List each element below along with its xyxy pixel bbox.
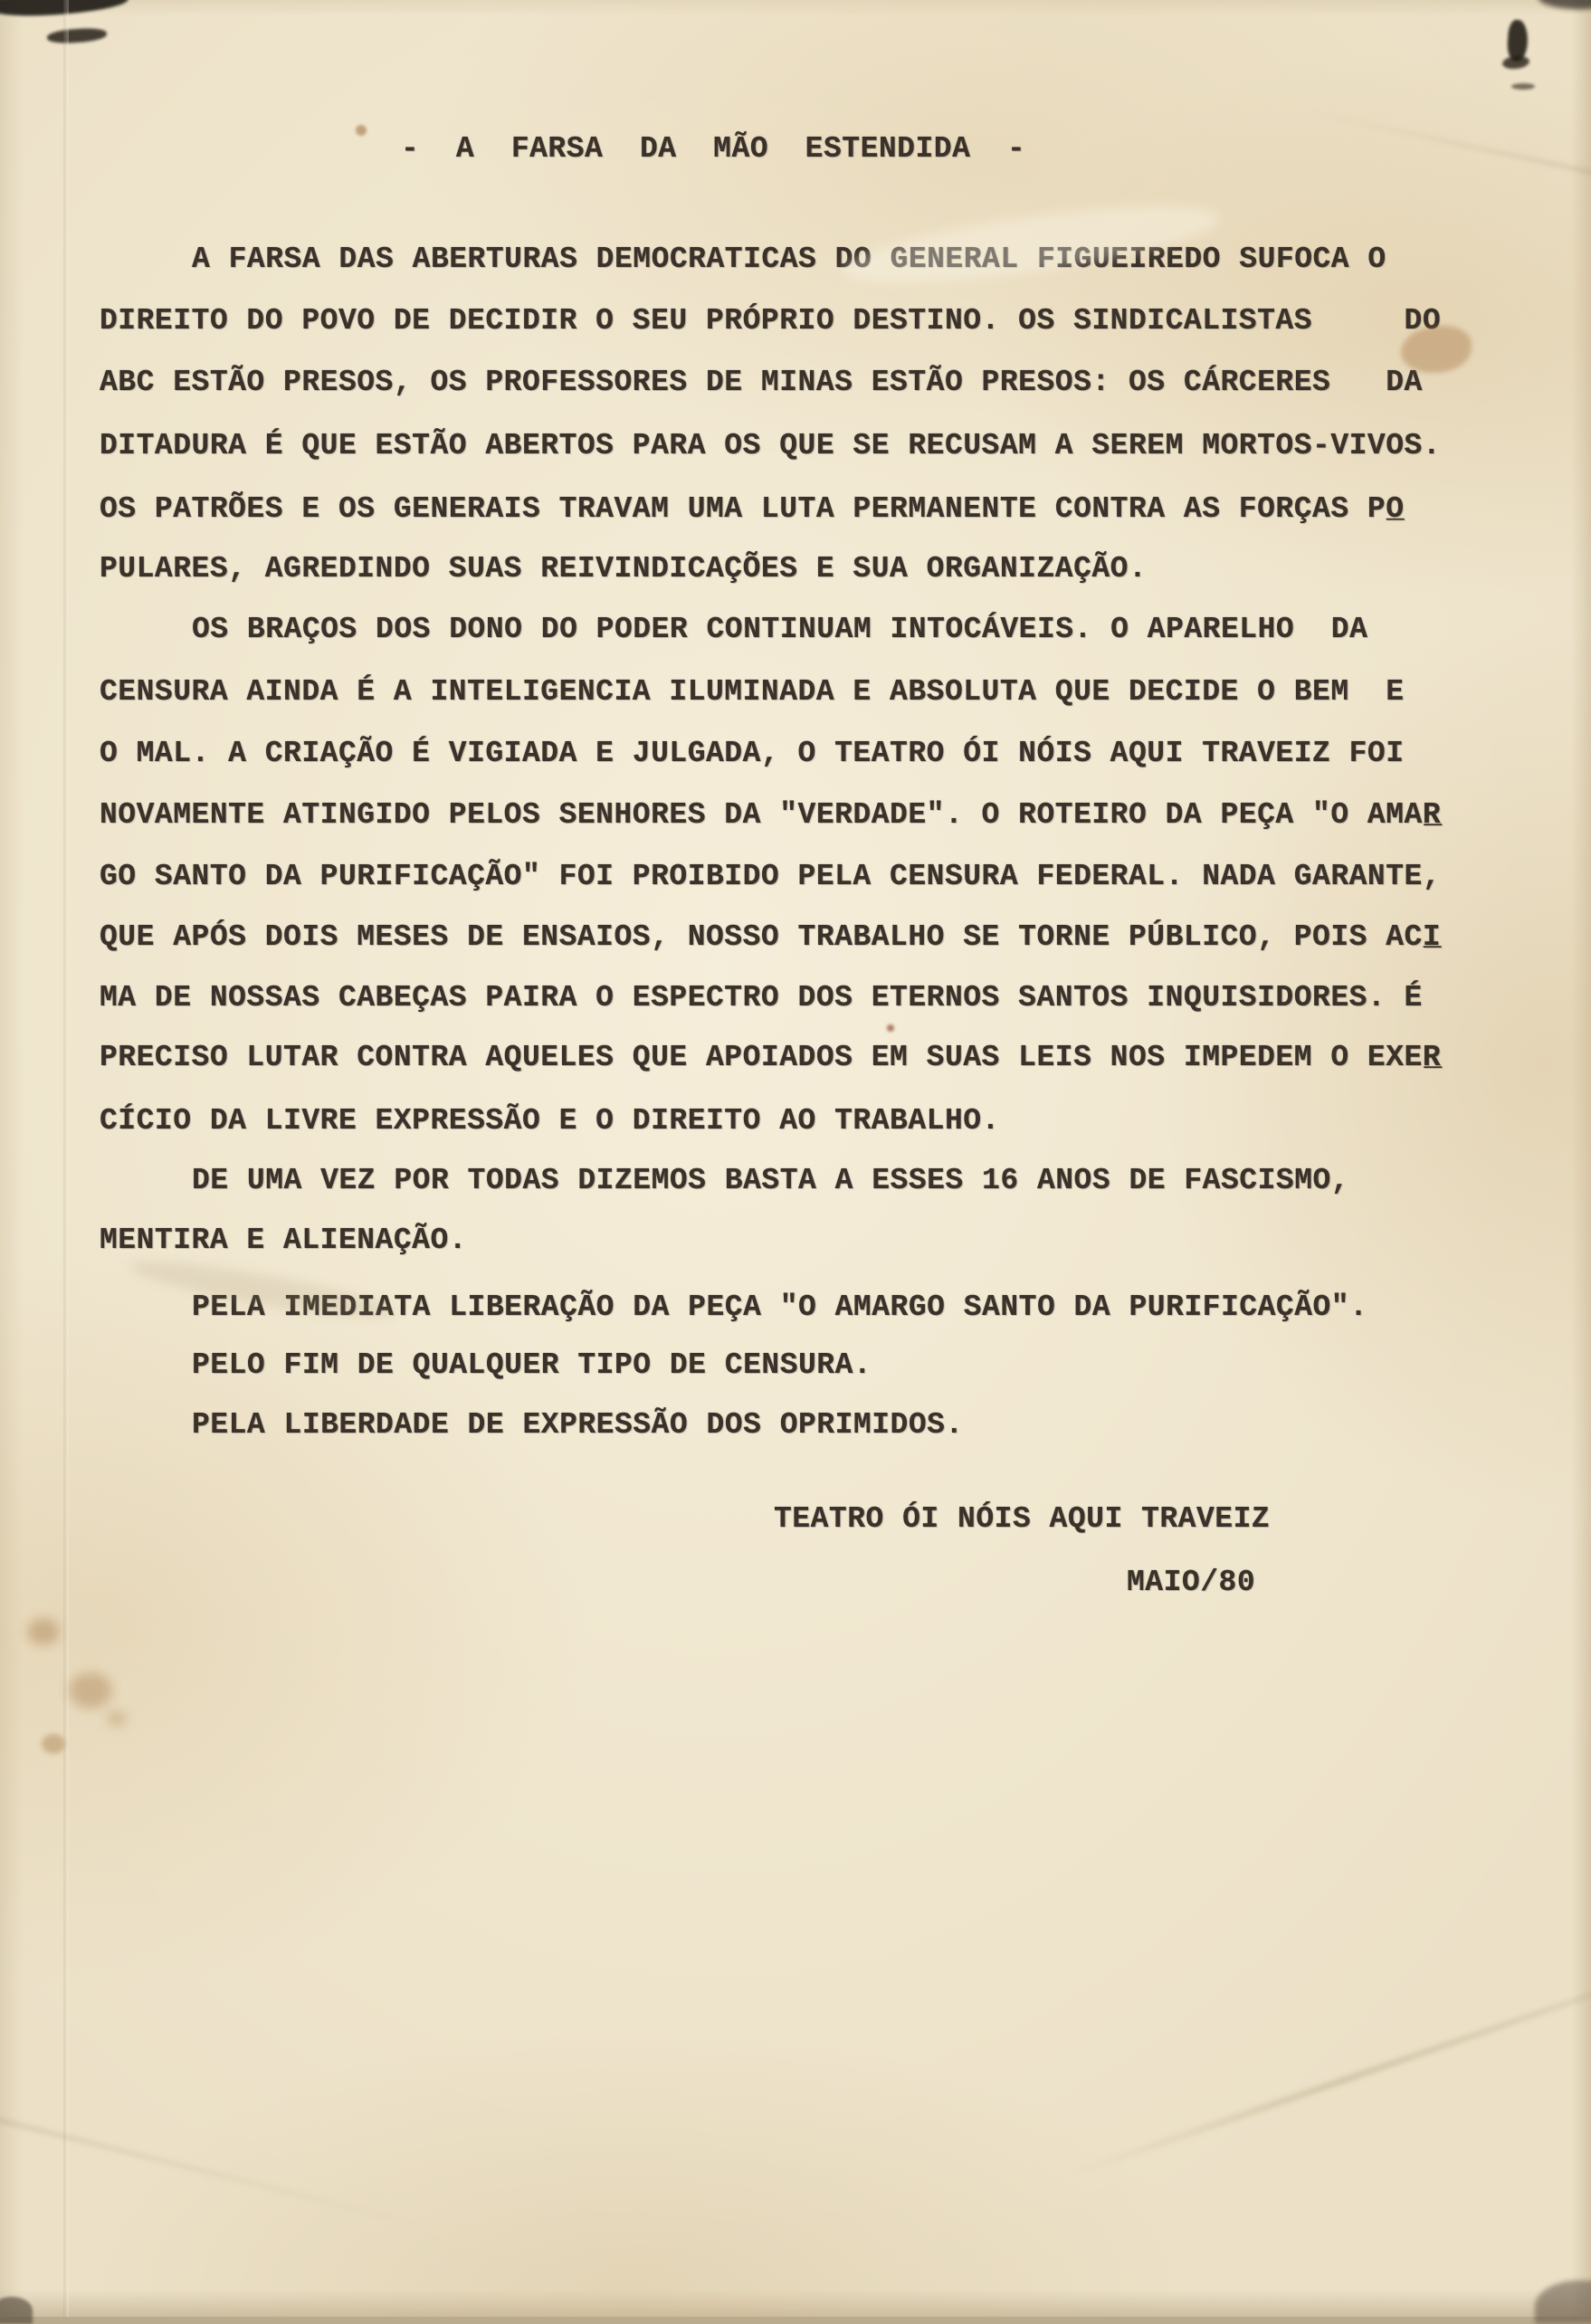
signature-line: TEATRO ÓI NÓIS AQUI TRAVEIZ bbox=[774, 1502, 1271, 1536]
typed-line: QUE APÓS DOIS MESES DE ENSAIOS, NOSSO TRABALHO SE TORNE PÚBLICO, POIS ACI̲ bbox=[100, 920, 1442, 954]
typed-line: CENSURA AINDA É A INTELIGENCIA ILUMINADA E ABSOLUTA QUE DECIDE O BEM E bbox=[100, 675, 1405, 709]
typed-line: PELA LIBERDADE DE EXPRESSÃO DOS OPRIMIDOS. bbox=[192, 1408, 964, 1442]
page-number-smudge-icon bbox=[1506, 19, 1529, 62]
typed-line: ABC ESTÃO PRESOS, OS PROFESSORES DE MINAS ESTÃO PRESOS: OS CÁRCERES DA bbox=[100, 366, 1423, 399]
foxing-spot-icon bbox=[27, 1618, 60, 1645]
corner-shadow-bottom-left-icon bbox=[0, 2297, 33, 2324]
stain-dot-top-icon bbox=[356, 125, 367, 136]
ink-smudge-top-left-icon bbox=[47, 27, 108, 45]
typed-line: DE UMA VEZ POR TODAS DIZEMOS BASTA A ESSES 16 ANOS DE FASCISMO, bbox=[192, 1164, 1350, 1197]
document-title: - A FARSA DA MÃO ESTENDIDA - bbox=[401, 132, 1026, 166]
corner-shadow-bottom-right-icon bbox=[1535, 2281, 1591, 2324]
crease-left-vertical-icon bbox=[63, 0, 69, 2317]
foxing-spot-icon bbox=[69, 1672, 112, 1709]
typed-line: A FARSA DAS ABERTURAS DEMOCRATICAS DO GENERAL FIGUEIREDO SUFOCA O bbox=[192, 243, 1386, 276]
corner-shadow-top-right-icon bbox=[1539, 0, 1591, 10]
typed-line: MA DE NOSSAS CABEÇAS PAIRA O ESPECTRO DOS ETERNOS SANTOS INQUISIDORES. É bbox=[100, 981, 1423, 1014]
crease-bottom-right-icon bbox=[1067, 1984, 1591, 2178]
typed-line: GO SANTO DA PURIFICAÇÃO" FOI PROIBIDO PELA CENSURA FEDERAL. NADA GARANTE, bbox=[100, 860, 1442, 893]
typed-line: OS BRAÇOS DOS DONO DO PODER CONTINUAM INTOCÁVEIS. O APARELHO DA bbox=[192, 613, 1368, 646]
typed-line: DITADURA É QUE ESTÃO ABERTOS PARA OS QUE SE RECUSAM A SEREM MORTOS-VIVOS. bbox=[100, 429, 1442, 462]
foxing-spot-icon bbox=[107, 1710, 127, 1727]
foxing-spot-icon bbox=[42, 1734, 65, 1754]
typed-line: PRECISO LUTAR CONTRA AQUELES QUE APOIADOS EM SUAS LEIS NOS IMPEDEM O EXER̲ bbox=[100, 1041, 1442, 1074]
typed-line: PULARES, AGREDINDO SUAS REIVINDICAÇÕES E SUA ORGANIZAÇÃO. bbox=[100, 552, 1148, 586]
corner-shadow-top-left-icon bbox=[0, 0, 129, 18]
page-number-smudge-tail-icon bbox=[1501, 54, 1529, 70]
typed-line: O MAL. A CRIAÇÃO É VIGIADA E JULGADA, O TEATRO ÓI NÓIS AQUI TRAVEIZ FOI bbox=[100, 737, 1405, 770]
typed-line: NOVAMENTE ATINGIDO PELOS SENHORES DA "VERDADE". O ROTEIRO DA PEÇA "O AMAR̲ bbox=[100, 798, 1442, 832]
typed-line: PELA IMEDIATA LIBERAÇÃO DA PEÇA "O AMARGO SANTO DA PURIFICAÇÃO". bbox=[192, 1291, 1368, 1324]
typed-line: MENTIRA E ALIENAÇÃO. bbox=[100, 1224, 468, 1257]
typed-line: PELO FIM DE QUALQUER TIPO DE CENSURA. bbox=[192, 1348, 872, 1382]
crease-bottom-left-icon bbox=[0, 2109, 421, 2228]
ink-speck-icon bbox=[1511, 83, 1535, 90]
stain-dot-middle-icon bbox=[887, 1024, 894, 1032]
typed-line: DIREITO DO POVO DE DECIDIR O SEU PRÓPRIO DESTINO. OS SINDICALISTAS DO bbox=[100, 304, 1442, 338]
typed-line: OS PATRÕES E OS GENERAIS TRAVAM UMA LUTA PERMANENTE CONTRA AS FORÇAS PO̲ bbox=[100, 492, 1405, 526]
typed-line: CÍCIO DA LIVRE EXPRESSÃO E O DIREITO AO TRABALHO. bbox=[100, 1104, 1000, 1138]
crease-top-right-icon bbox=[1302, 109, 1591, 177]
date-line: MAIO/80 bbox=[1127, 1566, 1256, 1599]
